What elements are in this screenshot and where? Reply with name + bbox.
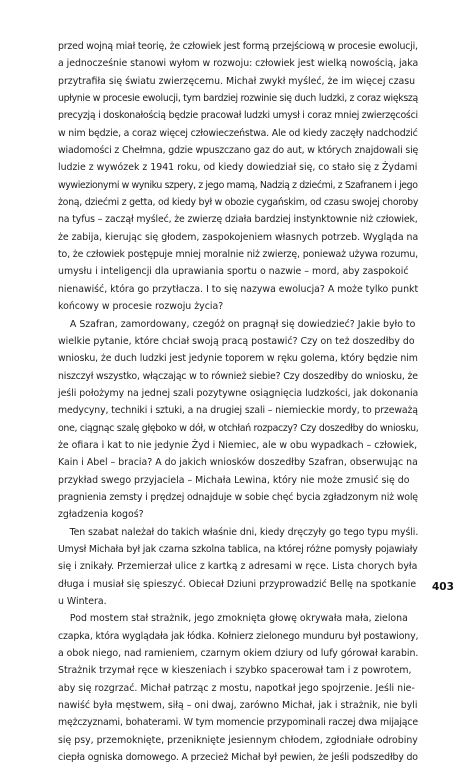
text-line: wiadomości z Chełmna, gdzie wpuszczano gaz do aut, w których znajdowali się xyxy=(58,145,419,157)
text-line: medycyny, techniki i sztuki, a na drugiej szali – niemieckie mordy, to przeważą xyxy=(58,405,418,417)
text-line: na tyfus – zaczął myśleć, że zwierzę działa bardziej instynktownie niż człowiek, xyxy=(58,214,418,226)
text-line: że zabija, kierując się głodem, zaspokojeniem własnych potrzeb. Wygląda na xyxy=(58,231,419,243)
page-number: 403 xyxy=(432,581,454,593)
text-line: wielkie pytanie, które chciał swoją pracą postawić? Czy on też doszedłby do xyxy=(58,335,415,347)
text-line: w nim będzie, a coraz więcej człowieczeństwa. Ale od kiedy zaczęły nadchodzić xyxy=(58,127,418,139)
text-line: a obok niego, nad ramieniem, czarnym okiem dziury od lufy górował karabin. xyxy=(58,648,419,660)
text-line: końcowy w procesie rozwoju życia? xyxy=(58,301,224,313)
text-line: nienawiść, która go przytłacza. I to się nazywa ewolucja? A może tylko punkt xyxy=(58,283,419,295)
text-line: Ten szabat należał do takich właśnie dni, kiedy dręczyły go tego typu myśli. xyxy=(58,526,419,538)
text-line: wniosku, że duch ludzki jest jedynie toporem w ręku golema, który będzie nim xyxy=(58,353,418,365)
text-line: zgładzenia kogoś? xyxy=(58,509,144,521)
text-line: że ofiara i kat to nie jedynie Żyd i Niemiec, ale w obu wypadkach – człowiek, xyxy=(58,439,418,451)
text-line: ludzie z wywózek z 1941 roku, od kiedy dowiedział się, co stało się z Żydami xyxy=(58,162,418,174)
text-line: nawiść była męstwem, siłą – oni dwaj, zarówno Michał, jak i strażnik, nie byli xyxy=(58,700,418,712)
text-line: mężczyznami, bohaterami. W tym momencie przypominali raczej dwa mijające xyxy=(58,717,418,729)
text-line: ciepła ogniska domowego. A przecież Michał był pewien, że jeśli podszedłby do xyxy=(58,752,418,764)
text-line: precyzją i doskonałością będzie pracował ludzki umysł i coraz mniej zwierzęcości xyxy=(58,110,418,122)
page-body xyxy=(58,38,418,766)
text-line: przykład swego przyjaciela – Michała Lewina, który nie może zmusić się do xyxy=(58,474,410,486)
text-line: A Szafran, zamordowany, czegóż on pragnął się dowiedzieć? Jakie było to xyxy=(58,318,416,330)
text-line: upłynie w procesie ewolucji, tym bardziej rozwinie się duch ludzki, z coraz większą xyxy=(58,93,418,105)
text-line: aby się rozgrzać. Michał patrząc z mostu, napotkał jego spojrzenie. Jeśli nie- xyxy=(58,682,415,694)
text-line: niszczył wszystko, włączając w to również siebie? Czy doszedłby do wniosku, że xyxy=(58,370,418,382)
text-line: u Wintera. xyxy=(58,596,107,607)
text-line: umysłu i inteligencji dla uprawiania sportu o nazwie – mord, aby zaspokoić xyxy=(58,266,409,278)
text-line: a jednocześnie stanowi wyłom w rozwoju: człowiek jest wielką nowością, jaka xyxy=(58,58,419,70)
text-line: przed wojną miał teorię, że człowiek jest formą przejściową w procesie ewolucji, xyxy=(58,41,418,52)
text-line: Pod mostem stał strażnik, jego zmoknięta głowę okrywała mała, zielona xyxy=(58,613,408,625)
text-line: one, ciągnąc szalę głęboko w dół, w otchłań rozpaczy? Czy doszedłby do wniosku, xyxy=(58,422,419,434)
text-line: pragnienia zemsty i prędzej odnajduje w sobie chęć bycia zgładzonym niż wolę xyxy=(58,491,418,503)
text-line: wywiezionymi w wyniku szpery, z jego mamą, Nadzią z dziećmi, z Szafranem i jego xyxy=(58,179,418,191)
text-line: czapka, która wyglądała jak łódka. Kołnierz zielonego munduru był postawiony, xyxy=(58,630,419,642)
text-line: Kain i Abel – bracia? A do jakich wniosków doszedłby Szafran, obserwując na xyxy=(58,457,418,469)
text-line: jeśli położymy na jednej szali pozytywne osiągnięcia ludzkości, jak dokonania xyxy=(58,387,419,399)
text-line: długa i musiał się spieszyć. Obiecał Dziuni przyprowadzić Bellę na spotkanie xyxy=(58,578,417,590)
text-line: się i znikały. Przemierzał ulice z kartką z adresami w ręce. Lista chorych była xyxy=(58,561,418,573)
text-line: żoną, dziećmi z getta, od kiedy był w obozie cygańskim, od czasu swojej choroby xyxy=(58,197,419,209)
text-line: Umysł Michała był jak czarna szkolna tablica, na której różne pomysły pojawiały xyxy=(58,543,418,555)
text-line: Strażnik trzymał ręce w kieszeniach i szybko spacerował tam i z powrotem, xyxy=(58,665,412,677)
text-line: przytrafiła się światu zwierzęcemu. Michał zwykł myśleć, że im więcej czasu xyxy=(58,75,416,87)
text-line: się psy, przemoknięte, przeniknięte jesiennym chłodem, zgłodniałe odrobiny xyxy=(58,734,418,746)
text-line: to, że człowiek postępuje mniej moralnie niż zwierzę, ponieważ używa rozumu, xyxy=(58,249,418,261)
